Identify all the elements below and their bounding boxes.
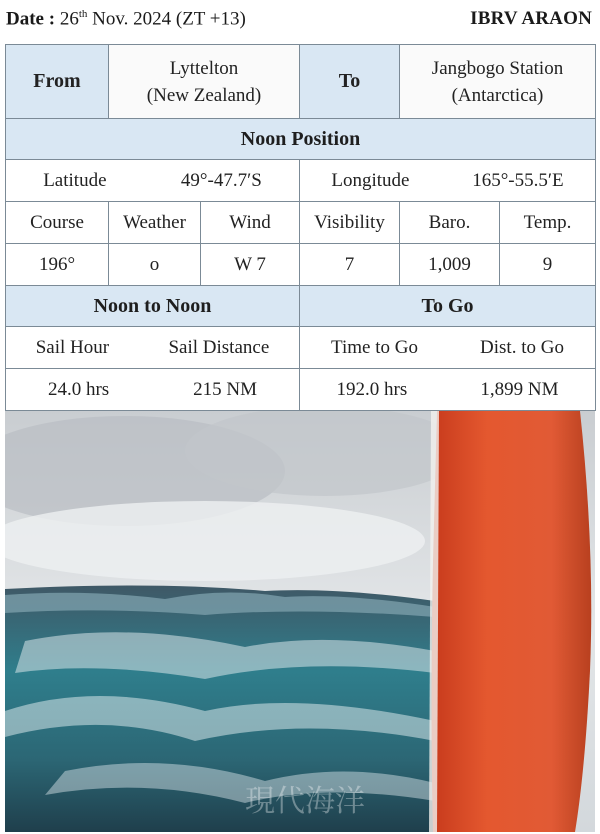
noon-position-header-row <box>6 119 596 160</box>
date-label: Date : <box>6 8 56 30</box>
summary-header-row <box>6 286 596 327</box>
wind-header: Wind <box>201 202 300 244</box>
temp-value: 9 <box>500 244 596 286</box>
from-region: (New Zealand) <box>146 84 262 106</box>
to-go-values <box>300 369 596 411</box>
position-row <box>6 160 596 202</box>
to-region: (Antarctica) <box>451 84 544 106</box>
to-label: To <box>300 45 400 119</box>
from-city: Lyttelton <box>169 57 239 79</box>
noon-to-noon-values <box>6 369 300 411</box>
weather-value: o <box>109 244 201 286</box>
from-label: From <box>6 45 109 119</box>
noon-to-noon-title: Noon to Noon <box>6 286 300 327</box>
wind-value: W 7 <box>201 244 300 286</box>
baro-header: Baro. <box>400 202 500 244</box>
ocean-photo-illustration <box>5 411 595 832</box>
date-suffix: th <box>78 8 88 20</box>
ocean-photo <box>5 411 595 832</box>
summary-label-row <box>6 327 596 369</box>
sail-distance-label: Sail Distance <box>168 336 270 358</box>
cloud <box>5 501 425 581</box>
temp-header: Temp. <box>500 202 596 244</box>
noon-report-table <box>5 44 596 411</box>
dist-to-go-value: 1,899 NM <box>480 378 559 400</box>
date-rest: Nov. 2024 (ZT +13) <box>92 8 246 30</box>
report-date <box>6 8 246 30</box>
noon-to-noon-labels <box>6 327 300 369</box>
to-go-title: To Go <box>300 286 596 327</box>
date-day: 26 <box>59 8 79 30</box>
sail-hour-value: 24.0 hrs <box>47 378 110 400</box>
latitude-value: 49°-47.7′S <box>180 169 262 191</box>
visibility-header: Visibility <box>300 202 400 244</box>
time-to-go-label: Time to Go <box>331 336 418 358</box>
course-value: 196° <box>6 244 109 286</box>
to-city: Jangbogo Station <box>431 57 564 79</box>
route-row <box>6 45 596 119</box>
noon-position-title: Noon Position <box>6 119 596 160</box>
to-place <box>400 45 596 119</box>
latitude-label: Latitude <box>43 169 107 191</box>
longitude-value: 165°-55.5′E <box>472 169 564 191</box>
visibility-value: 7 <box>300 244 400 286</box>
from-place <box>109 45 300 119</box>
ship-name: IBRV ARAON <box>470 8 592 29</box>
watermark-text: 現代海洋 <box>245 784 365 819</box>
report-header <box>0 0 600 44</box>
baro-value: 1,009 <box>400 244 500 286</box>
longitude-cell <box>300 160 596 202</box>
conditions-value-row <box>6 244 596 286</box>
summary-value-row <box>6 369 596 411</box>
sail-distance-value: 215 NM <box>193 378 258 400</box>
time-to-go-value: 192.0 hrs <box>336 378 408 400</box>
dist-to-go-label: Dist. to Go <box>480 336 564 358</box>
ship-hull <box>432 411 592 832</box>
conditions-header-row <box>6 202 596 244</box>
to-go-labels <box>300 327 596 369</box>
latitude-cell <box>6 160 300 202</box>
weather-header: Weather <box>109 202 201 244</box>
course-header: Course <box>6 202 109 244</box>
longitude-label: Longitude <box>331 169 410 191</box>
sail-hour-label: Sail Hour <box>35 336 110 358</box>
